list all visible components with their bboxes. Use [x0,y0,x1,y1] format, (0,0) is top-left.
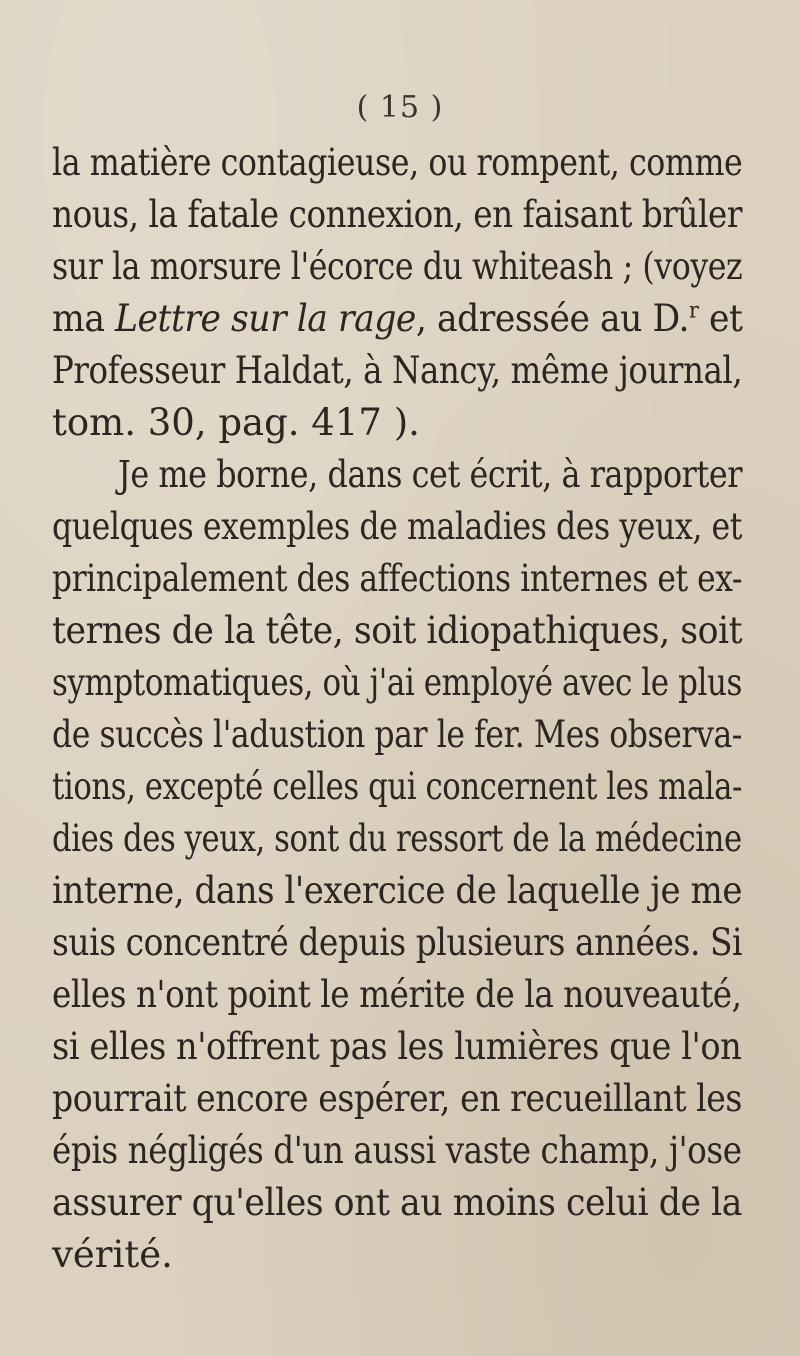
text-line-4-pre: ma [52,297,116,340]
text-line-4-post: , adressée au D. [415,297,690,340]
text-line-11: symptomatiques, où j'ai employé avec le plus [52,661,742,704]
text-line-6: tom. 30, pag. 417 ). [52,401,420,444]
page-number: ( 15 ) [356,90,444,125]
text-line-10: ternes de la tête, soit idiopathiques, soit [52,609,743,652]
text-line-17: elles n'ont point le mérite de la nouveauté, [52,973,742,1016]
text-line-18: si elles n'offrent pas les lumières que l'on [52,1025,742,1068]
text-line-22: vérité. [52,1233,173,1276]
text-line-3: sur la morsure l'écorce du whiteash ; (voyez [52,245,743,288]
text-line-5: Professeur Haldat, à Nancy, même journal, [52,349,743,392]
text-line-4-sup: r [689,298,699,324]
text-line-15: interne, dans l'exercice de laquelle je me [52,869,743,912]
text-line-1: la matière contagieuse, ou rompent, comme [52,141,743,184]
text-line-20: épis négligés d'un aussi vaste champ, j'ose [52,1129,742,1172]
text-line-12: de succès l'adustion par le fer. Mes observa- [52,713,743,756]
text-line-19: pourrait encore espérer, en recueillant les [52,1077,742,1120]
text-line-2: nous, la fatale connexion, en faisant brûler [52,193,743,236]
text-line-14: dies des yeux, sont du ressort de la médecine [52,817,742,860]
text-line-21: assurer qu'elles ont au moins celui de la [52,1181,742,1224]
text-line-4 [52,294,743,344]
text-line-16: suis concentré depuis plusieurs années. Si [52,921,743,964]
letter-title: Lettre sur la rage [115,297,416,340]
text-line-13: tions, excepté celles qui concernent les mala- [52,765,742,808]
text-line-9: principalement des affections internes et ex- [52,557,743,600]
text-line-8: quelques exemples de maladies des yeux, et [52,505,743,548]
text-line-4-tail: et [698,297,743,340]
text-line-7: Je me borne, dans cet écrit, à rapporter [118,453,743,496]
